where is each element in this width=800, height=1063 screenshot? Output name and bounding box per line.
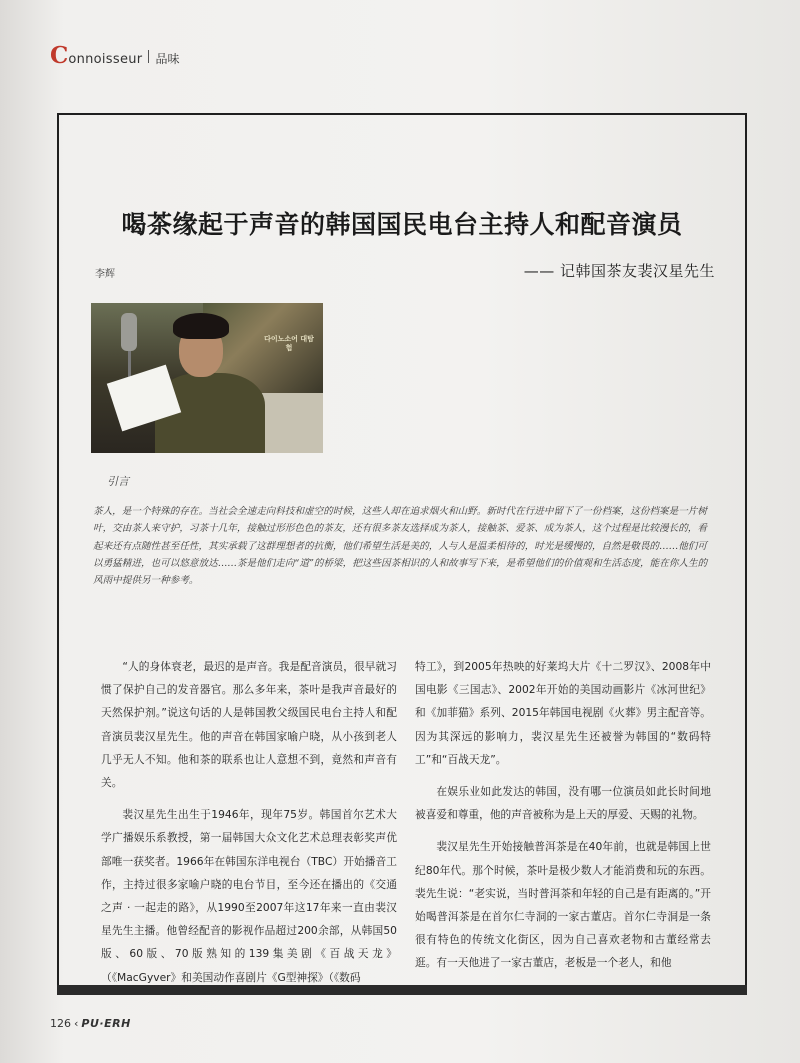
page-number: 126 — [50, 1017, 71, 1030]
body-paragraph: 在娱乐业如此发达的韩国，没有哪一位演员如此长时间地被喜爱和尊重，他的声音被称为是上天的厚爱、天赐的礼物。 — [415, 785, 711, 822]
chevron-left-icon: ‹ — [74, 1017, 79, 1030]
microphone-icon — [121, 313, 137, 351]
body-paragraph: 特工》，到2005年热映的好莱坞大片《十二罗汉》、2008年中国电影《三国志》、2002年开始的美国动画影片《冰河世纪》和《加菲猫》系列、2015年韩国电视剧《火葬》男主配音等。因为其深远的影响力，裴汉星先生还被誉为韩国的“数码特工”和“百战天龙”。 — [415, 660, 711, 766]
photo-poster-text: 다이노소어 대탐험 — [264, 335, 314, 352]
body-paragraph: 裴汉星先生出生于1946年，现年75岁。韩国首尔艺术大学广播娱乐系教授，第一届韩国大众文化艺术总理表彰奖声优部唯一获奖者。1966年在韩国东洋电视台（TBC）开始播音工作，主持过很多家喻户晓的电台节目，至今还在播出的《交通之声 · 一起走的路》，从1990至2007年这17年来一直由裴汉星先生主播。他曾经配音的影视作品超过200余部，从韩国50版、60版、70版熟知的139集美剧《百战天龙》（《MacGyver》和美国动作喜剧片《G型神探》（《数码 — [101, 808, 397, 984]
body-column-left — [101, 655, 397, 998]
article-subtitle: —— 记韩国茶友裴汉星先生 — [523, 262, 715, 280]
magazine-header — [50, 42, 179, 69]
bottom-rule — [57, 985, 747, 995]
article-title: 喝茶缘起于声音的韩国国民电台主持人和配音演员 — [121, 210, 683, 239]
publication-name: PU·ERH — [81, 1017, 131, 1030]
photo-person-hair — [173, 313, 229, 339]
article-photo — [91, 303, 323, 453]
body-paragraph: “人的身体衰老，最迟的是声音。我是配音演员，很早就习惯了保护自己的发音器官。那么多年来，茶叶是我声音最好的天然保护剂。”说这句话的人是韩国教父级国民电台主持人和配音演员裴汉星先生。他的声音在韩国家喻户晓，从小孩到老人几乎无人不知。他和茶的联系也让人意想不到，竟然和声音有关。 — [101, 660, 397, 790]
page-footer — [50, 1017, 131, 1030]
brand-name: onnoisseur — [68, 52, 143, 67]
section-label: 品味 — [155, 52, 180, 66]
brand-initial: C — [50, 42, 69, 69]
intro-text: 茶人，是一个特殊的存在。当社会全速走向科技和虚空的时候，这些人却在追求烟火和山野。新时代在行进中留下了一份档案，这份档案是一片树叶，交由茶人来守护，习茶十几年，接触过形形色色的茶友，还有很多茶友选择成为茶人，接触茶、爱茶、成为茶人，这个过程是比较漫长的，看起来还有点随性甚至任性，其实承载了这群理想者的抗衡，他们希望生活是美的，人与人是温柔相待的，时光是缓慢的，自然是敬畏的……他们可以勇猛精进，也可以悠意放达……茶是他们走向“道”的桥梁，把这些因茶相识的人和故事写下来，是希望他们的价值观和生活态度，能在你人生的风雨中提供另一种参考。 — [93, 506, 708, 587]
body-paragraph: 裴汉星先生开始接触普洱茶是在40年前，也就是韩国上世纪80年代。那个时候，茶叶是极少数人才能消费和玩的东西。裴先生说：“老实说，当时普洱茶和年轻的自己是有距离的。”开始喝普洱茶是在首尔仁寺洞的一家古董店。首尔仁寺洞是一条很有特色的传统文化街区，因为自己喜欢老物和古董经常去逛。有一天他进了一家古董店，老板是一个老人，和他 — [415, 840, 711, 970]
header-divider — [148, 50, 149, 63]
article-frame — [57, 113, 747, 989]
body-column-right — [415, 655, 711, 984]
article-author: 李辉 — [95, 269, 115, 280]
intro-heading: 引言 — [107, 475, 129, 488]
